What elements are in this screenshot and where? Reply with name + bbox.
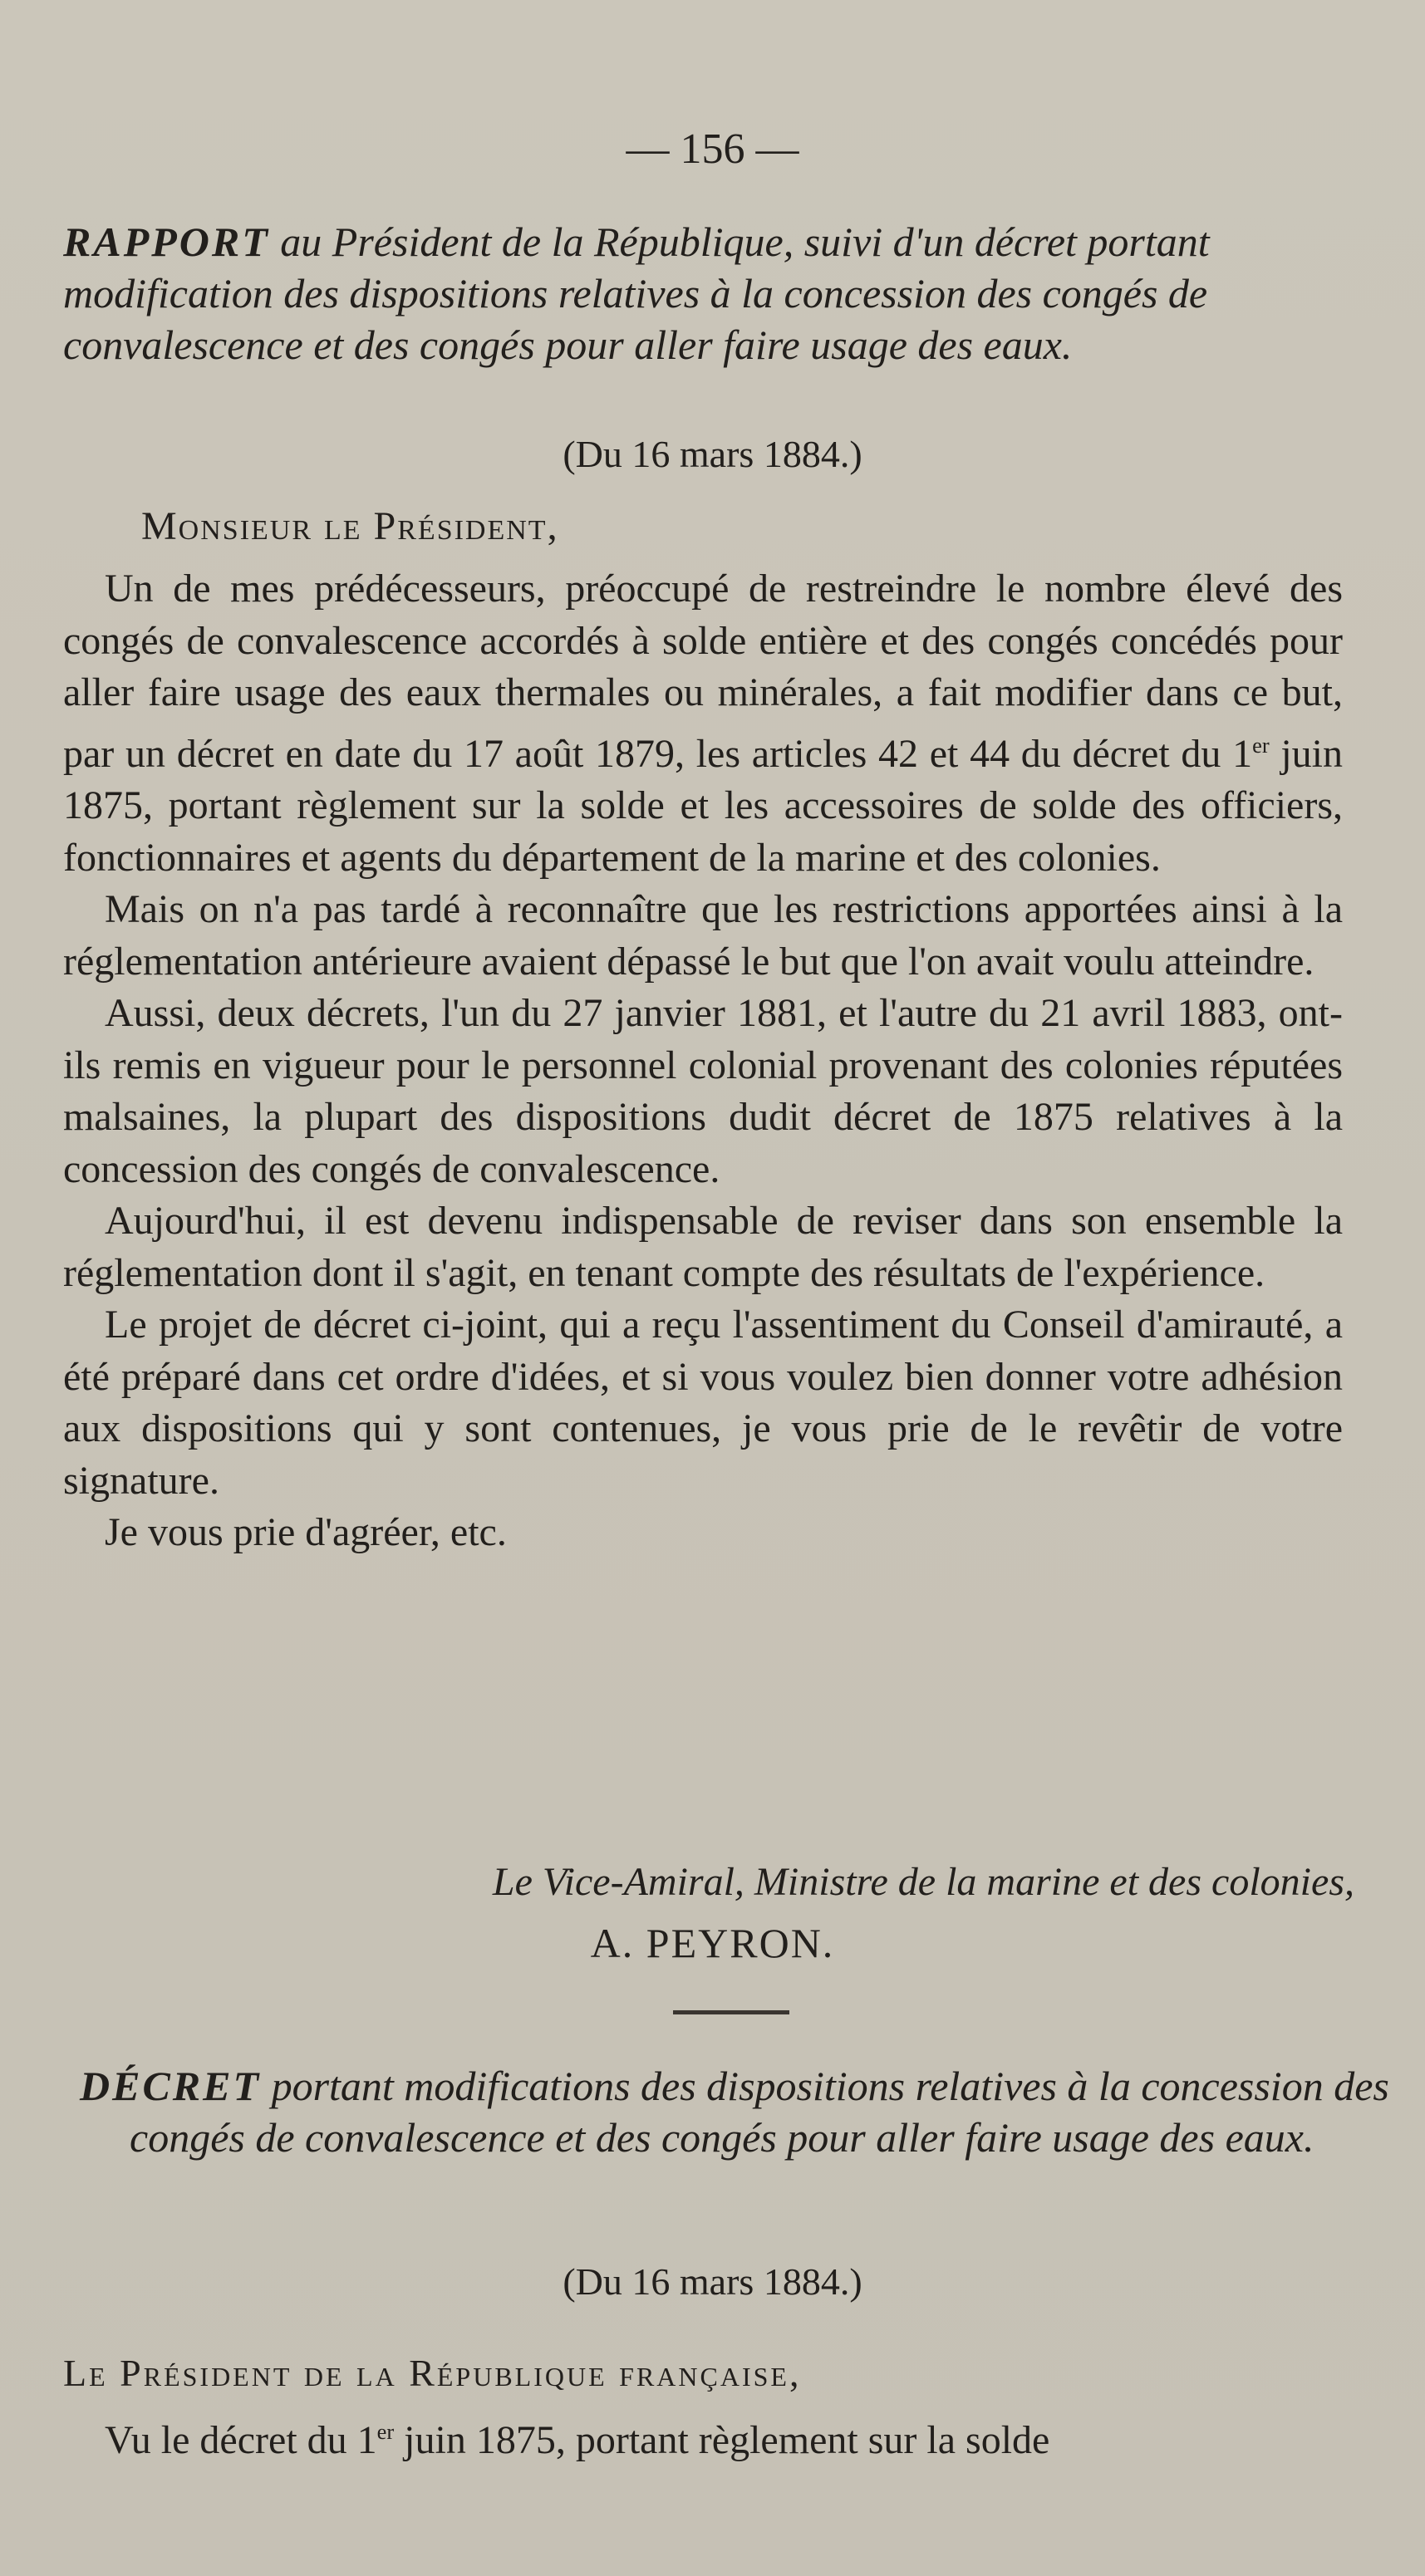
decret-heading-lead: DÉCRET xyxy=(80,2063,262,2109)
decret-heading xyxy=(80,2060,1393,2163)
paragraph: Un de mes prédécesseurs, préoccupé de restreindre le nombre élevé des congés de convalescence accordés à solde entière et des congés concédés pour aller faire usage des eaux thermales ou minérales, a fait modifier dans ce but, par un décret en date du 17 août 1879, les articles 42 et 44 du décret du 1er juin 1875, portant règlement sur la solde et les accessoires de solde des officiers, fonctionnaires et agents du département de la marine et des colonies. xyxy=(63,567,1343,880)
rapport-heading xyxy=(63,216,1343,370)
last-line: Vu le décret du 1er juin 1875, portant règlement sur la solde xyxy=(105,2418,1050,2462)
paragraph: Je vous prie d'agréer, etc. xyxy=(105,1510,507,1554)
section-divider xyxy=(673,2010,789,2014)
decret-date: (Du 16 mars 1884.) xyxy=(563,2260,862,2303)
president-line: Le Président de la République française, xyxy=(63,2352,802,2394)
rapport-date: (Du 16 mars 1884.) xyxy=(563,433,862,475)
rapport-body xyxy=(63,563,1343,1559)
signature-title: Le Vice-Amiral, Ministre de la marine et des colonies, xyxy=(492,1860,1354,1904)
paragraph: Aussi, deux décrets, l'un du 27 janvier 1881, et l'autre du 21 avril 1883, ont-ils remis en vigueur pour le personnel colonial provenant des colonies réputées malsaines, la plupart des dispositions dudit décret de 1875 relatives à la concession des congés de convalescence. xyxy=(63,991,1343,1191)
page-number: — 156 — xyxy=(626,125,799,173)
rapport-heading-text: au Président de la République, suivi d'un décret portant modification des dispositions relatives à la concession des congés de convalescence et des congés pour aller faire usage des eaux. xyxy=(63,218,1210,368)
salutation: Monsieur le Président, xyxy=(141,504,559,548)
rapport-heading-lead: RAPPORT xyxy=(63,218,270,265)
decret-heading-text: portant modifications des dispositions relatives à la concession des congés de convalescence et des congés pour aller faire usage des eaux. xyxy=(130,2063,1389,2161)
paragraph: Le projet de décret ci-joint, qui a reçu l'assentiment du Conseil d'amirauté, a été préparé dans cet ordre d'idées, et si vous voulez bien donner votre adhésion aux dispositions qui y sont contenues, je vous prie de le revêtir de votre signature. xyxy=(63,1303,1343,1503)
signature-name: A. PEYRON. xyxy=(590,1920,835,1966)
paragraph: Mais on n'a pas tardé à reconnaître que les restrictions apportées ainsi à la réglementation antérieure avaient dépassé le but que l'on avait voulu atteindre. xyxy=(63,887,1343,984)
paragraph: Aujourd'hui, il est devenu indispensable de reviser dans son ensemble la réglementation dont il s'agit, en tenant compte des résultats de l'expérience. xyxy=(63,1199,1343,1295)
